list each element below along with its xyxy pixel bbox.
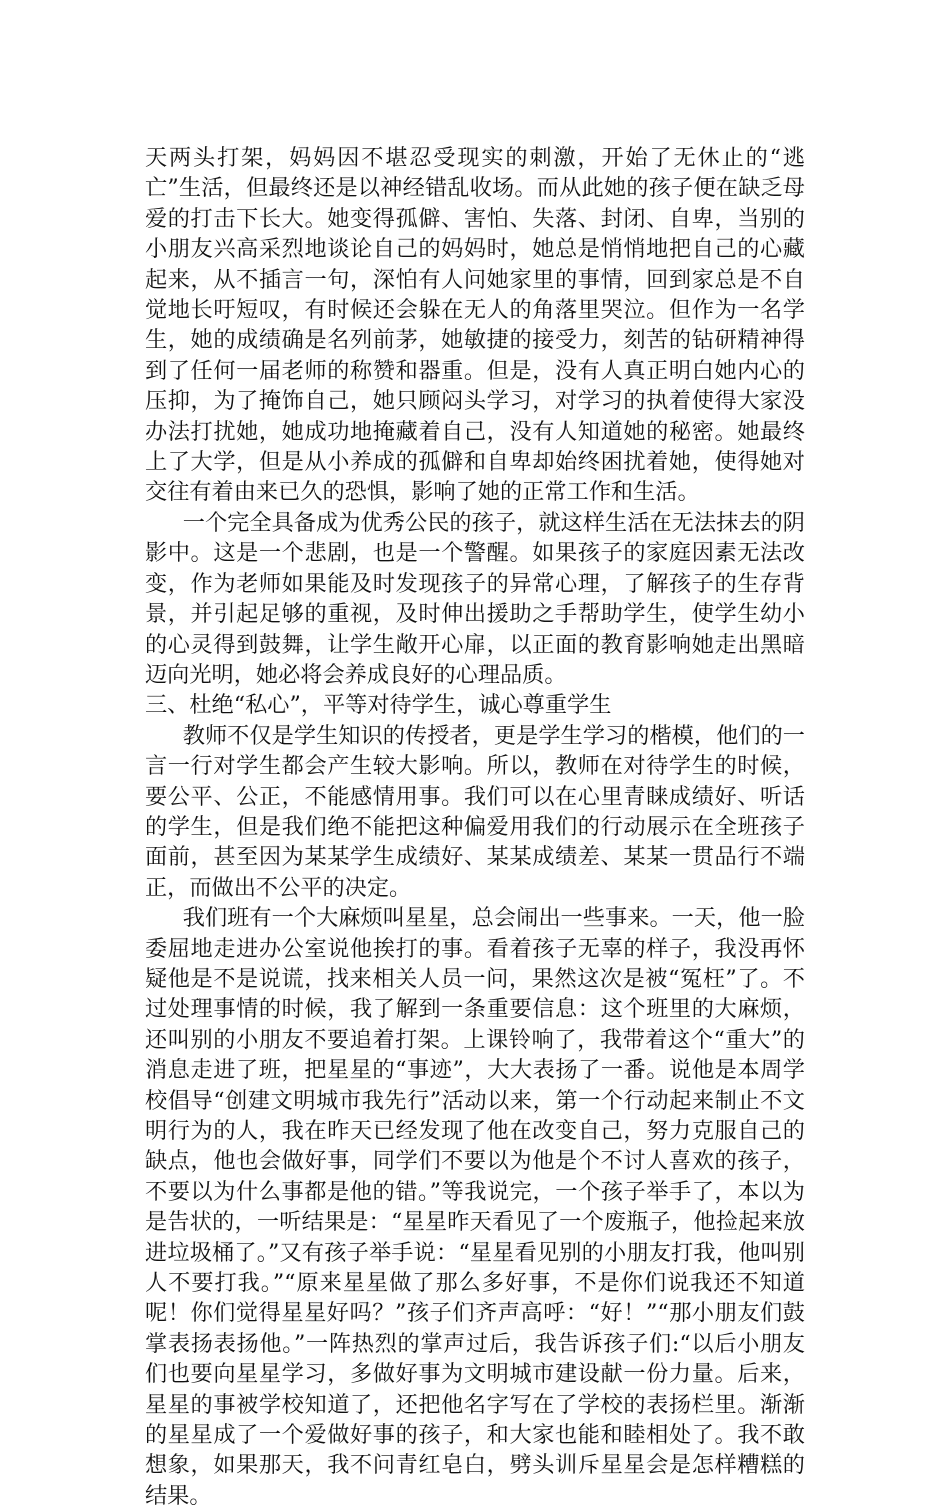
paragraph-1: 天两头打架，妈妈因不堪忍受现实的刺激，开始了无休止的“逃亡”生活，但最终还是以神经错乱收场。而从此她的孩子便在缺乏母爱的打击下长大。她变得孤僻、害怕、失落、封闭、自卑，当别的小朋友兴高采烈地谈论自己的妈妈时，她总是悄悄地把自己的心藏起来，从不插言一句，深怕有人问她家里的事情，回到家总是不自觉地长吁短叹，有时候还会躲在无人的角落里哭泣。但作为一名学生，她的成绩确是名列前茅，她敏捷的接受力，刻苦的钻研精神得到了任何一届老师的称赞和器重。但是，没有人真正明白她内心的压抑，为了掩饰自己，她只顾闷头学习，对学习的执着使得大家没办法打扰她，她成功地掩藏着自己，没有人知道她的秘密。她最终上了大学，但是从小养成的孤僻和自卑却始终困扰着她，使得她对交往有着由来已久的恐惧，影响了她的正常工作和生活。 — [145, 145, 805, 506]
paragraph-3: 教师不仅是学生知识的传授者，更是学生学习的楷模，他们的一言一行对学生都会产生较大影响。所以，教师在对待学生的时候，要公平、公正，不能感情用事。我们可以在心里青睐成绩好、听话的学生，但是我们绝不能把这种偏爱用我们的行动展示在全班孩子面前，甚至因为某某学生成绩好、某某成绩差、某某一贯品行不端正，而做出不公平的决定。 — [145, 722, 805, 901]
section-heading-3: 三、杜绝“私心”，平等对待学生，诚心尊重学生 — [145, 692, 612, 719]
document-page — [145, 143, 805, 1511]
paragraph-4: 我们班有一个大麻烦叫星星，总会闹出一些事来。一天，他一脸委屈地走进办公室说他挨打的事。看着孩子无辜的样子，我没再怀疑他是不是说谎，找来相关人员一问，果然这次是被“冤枉”了。不过处理事情的时候，我了解到一条重要信息：这个班里的大麻烦，还叫别的小朋友不要追着打架。上课铃响了，我带着这个“重大”的消息走进了班，把星星的“事迹”，大大表扬了一番。说他是本周学校倡导“创建文明城市我先行”活动以来，第一个行动起来制止不文明行为的人，我在昨天已经发现了他在改变自己，努力克服自己的缺点，他也会做好事，同学们不要以为他是个不讨人喜欢的孩子，不要以为什么事都是他的错。”等我说完，一个孩子举手了，本以为是告状的，一听结果是：“星星昨天看见了一个废瓶子，他捡起来放进垃圾桶了。”又有孩子举手说：“星星看见别的小朋友打我，他叫别人不要打我。”“原来星星做了那么多好事，不是你们说我还不知道呢！你们觉得星星好吗？”孩子们齐声高呼：“好！”“那小朋友们鼓掌表扬表扬他。”一阵热烈的掌声过后，我告诉孩子们:“以后小朋友们也要向星星学习，多做好事为文明城市建设献一份力量。后来，星星的事被学校知道了，还把他名字写在了学校的表扬栏里。渐渐的星星成了一个爱做好事的孩子，和大家也能和睦相处了。我不敢想象，如果那天，我不问青红皂白，劈头训斥星星会是怎样糟糕的结果。 — [145, 905, 805, 1509]
paragraph-2: 一个完全具备成为优秀公民的孩子，就这样生活在无法抹去的阴影中。这是一个悲剧，也是一个警醒。如果孩子的家庭因素无法改变，作为老师如果能及时发现孩子的异常心理，了解孩子的生存背景，并引起足够的重视，及时伸出援助之手帮助学生，使学生幼小的心灵得到鼓舞，让学生敞开心扉，以正面的教育影响她走出黑暗迈向光明，她必将会养成良好的心理品质。 — [145, 509, 805, 688]
